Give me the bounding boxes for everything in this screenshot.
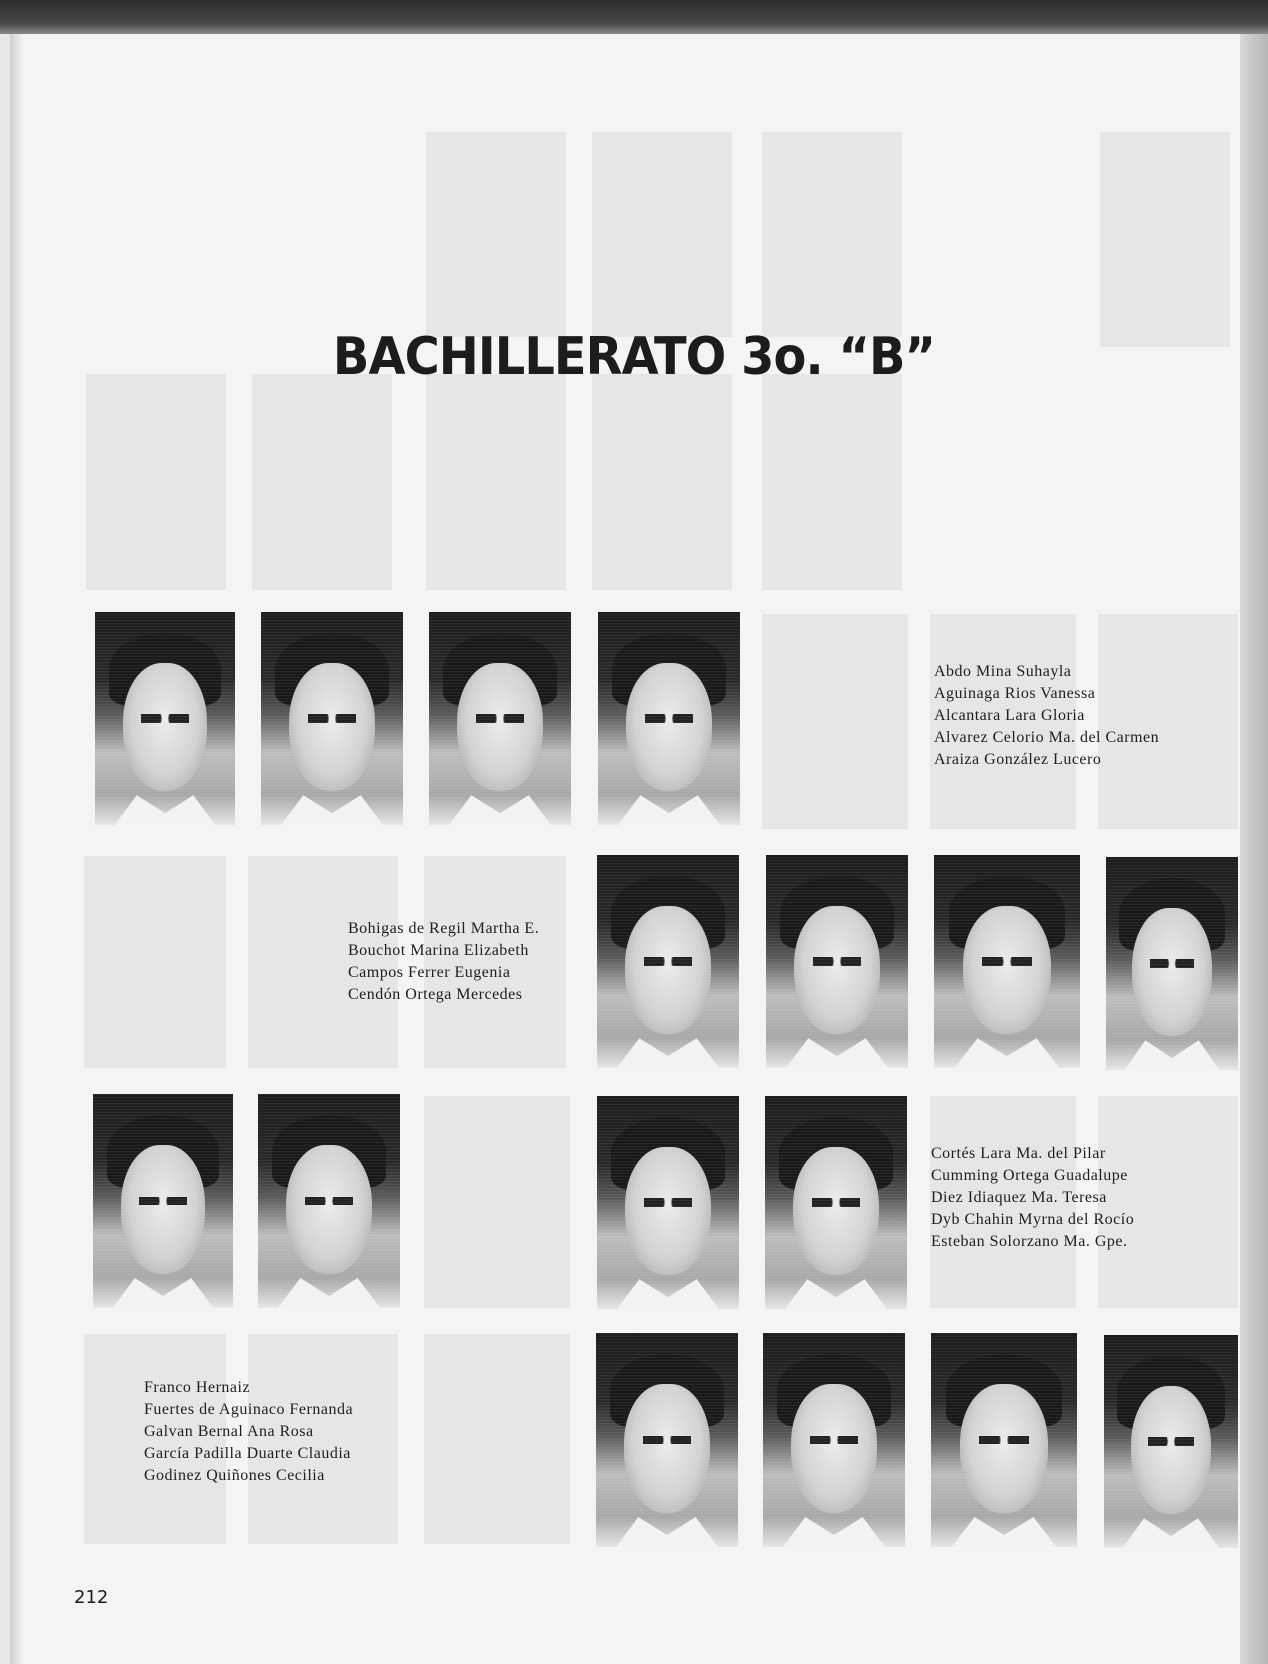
page-number: 212 (74, 1587, 109, 1608)
student-portrait (1106, 857, 1238, 1070)
student-portrait (258, 1094, 400, 1308)
student-portrait (1104, 1335, 1238, 1548)
student-name: Fuertes de Aguinaco Fernanda (144, 1401, 354, 1418)
bleed-through-photo (426, 132, 566, 337)
next-page-edge (1240, 34, 1268, 1664)
student-name: Alvarez Celorio Ma. del Carmen (934, 729, 1160, 746)
bleed-through-photo (86, 374, 226, 590)
student-portrait (429, 612, 571, 825)
student-name: Cendón Ortega Mercedes (348, 986, 523, 1003)
student-portrait (934, 855, 1080, 1068)
student-portrait (598, 612, 740, 825)
student-name: Galvan Bernal Ana Rosa (144, 1423, 314, 1440)
student-name: Abdo Mina Suhayla (934, 663, 1072, 680)
student-portrait (763, 1333, 905, 1547)
bleed-through-photo (592, 374, 732, 590)
student-portrait (765, 1096, 907, 1309)
student-name: García Padilla Duarte Claudia (144, 1445, 351, 1462)
student-name-list (931, 1143, 1134, 1253)
student-name: Bohigas de Regil Martha E. (348, 920, 540, 937)
student-portrait (95, 612, 235, 825)
student-name-list (348, 918, 539, 1006)
student-name: Cumming Ortega Guadalupe (931, 1167, 1128, 1184)
student-name-list (144, 1377, 353, 1487)
bleed-through-photo (424, 1334, 570, 1544)
bleed-through-photo (84, 856, 226, 1068)
student-name: Esteban Solorzano Ma. Gpe. (931, 1233, 1128, 1250)
bleed-through-photo (592, 132, 732, 337)
student-portrait (597, 855, 739, 1068)
student-portrait (261, 612, 403, 825)
bleed-through-photo (426, 374, 566, 590)
student-name: Diez Idiaquez Ma. Teresa (931, 1189, 1107, 1206)
student-name: Bouchot Marina Elizabeth (348, 942, 529, 959)
bleed-through-photo (762, 614, 908, 829)
student-portrait (931, 1333, 1077, 1547)
student-portrait (766, 855, 908, 1068)
bleed-through-photo (762, 132, 902, 337)
student-name: Godinez Quiñones Cecilia (144, 1467, 325, 1484)
student-name: Franco Hernaiz (144, 1379, 251, 1396)
bleed-through-photo (1100, 132, 1230, 347)
student-name: Aguinaga Rios Vanessa (934, 685, 1096, 702)
student-name-list (934, 661, 1159, 771)
bleed-through-photo (252, 374, 392, 590)
page-binding (10, 34, 24, 1664)
student-portrait (597, 1096, 739, 1309)
student-portrait (596, 1333, 738, 1547)
bleed-through-photo (424, 1096, 570, 1308)
student-name: Alcantara Lara Gloria (934, 707, 1085, 724)
student-name: Campos Ferrer Eugenia (348, 964, 511, 981)
page-title: BACHILLERATO 3o. “B” (332, 326, 936, 387)
student-portrait (93, 1094, 233, 1308)
student-name: Dyb Chahin Myrna del Rocío (931, 1211, 1135, 1228)
student-name: Cortés Lara Ma. del Pilar (931, 1145, 1106, 1162)
book-cover-edge (0, 0, 1268, 34)
student-name: Araiza González Lucero (934, 751, 1102, 768)
bleed-through-photo (762, 374, 902, 590)
